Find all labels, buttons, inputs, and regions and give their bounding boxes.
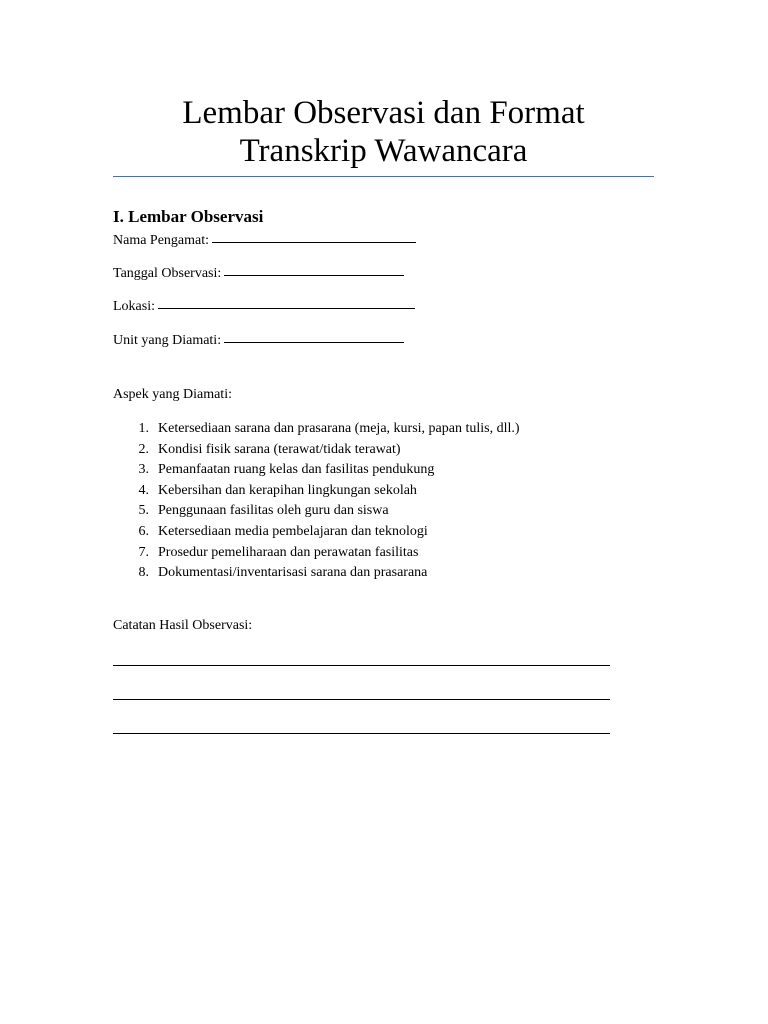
aspects-list <box>113 419 520 584</box>
title-divider <box>113 176 654 177</box>
fill-in-line[interactable] <box>158 307 415 309</box>
list-text: Ketersediaan media pembelajaran dan teknologi <box>158 523 428 539</box>
field-label: Lokasi: <box>113 299 155 314</box>
list-number: 5. <box>138 503 149 519</box>
notes-fill-line[interactable] <box>113 699 610 700</box>
list-item <box>113 501 520 522</box>
list-item <box>113 460 520 481</box>
field-label: Nama Pengamat: <box>113 233 210 248</box>
list-text: Prosedur pemeliharaan dan perawatan fasilitas <box>158 544 419 560</box>
list-number: 7. <box>138 544 149 560</box>
list-item <box>113 440 520 461</box>
list-item <box>113 522 520 543</box>
title-line-1: Lembar Observasi dan Format <box>182 95 585 131</box>
title-line-2: Transkrip Wawancara <box>239 133 528 169</box>
document-title <box>113 94 654 170</box>
list-number: 8. <box>138 565 149 581</box>
list-text: Penggunaan fasilitas oleh guru dan siswa <box>158 503 389 519</box>
list-text: Ketersediaan sarana dan prasarana (meja, kursi, papan tulis, dll.) <box>158 421 520 436</box>
field-tanggal-observasi <box>113 265 404 283</box>
aspects-label: Aspek yang Diamati: <box>113 387 232 402</box>
list-text: Kebersihan dan kerapihan lingkungan sekolah <box>158 482 417 498</box>
field-label: Unit yang Diamati: <box>113 333 222 348</box>
field-nama-pengamat <box>113 232 416 250</box>
list-number: 1. <box>138 421 149 436</box>
notes-label: Catatan Hasil Observasi: <box>113 618 253 633</box>
list-number: 2. <box>138 441 149 457</box>
list-item <box>113 543 520 564</box>
fill-in-line[interactable] <box>212 241 416 243</box>
notes-fill-line[interactable] <box>113 733 610 734</box>
section-heading: I. Lembar Observasi <box>113 207 264 226</box>
list-item <box>113 481 520 502</box>
list-text: Pemanfaatan ruang kelas dan fasilitas pendukung <box>158 462 435 478</box>
field-label: Tanggal Observasi: <box>113 266 222 281</box>
list-item <box>113 419 520 440</box>
fill-in-line[interactable] <box>224 341 404 343</box>
fill-in-line[interactable] <box>224 274 404 276</box>
list-number: 6. <box>138 523 149 539</box>
field-lokasi <box>113 298 415 316</box>
list-number: 3. <box>138 462 149 478</box>
list-text: Kondisi fisik sarana (terawat/tidak terawat) <box>158 441 401 457</box>
field-unit-diamati <box>113 332 404 350</box>
notes-fill-line[interactable] <box>113 665 610 666</box>
list-item <box>113 563 520 584</box>
list-number: 4. <box>138 482 149 498</box>
list-text: Dokumentasi/inventarisasi sarana dan prasarana <box>158 565 428 581</box>
